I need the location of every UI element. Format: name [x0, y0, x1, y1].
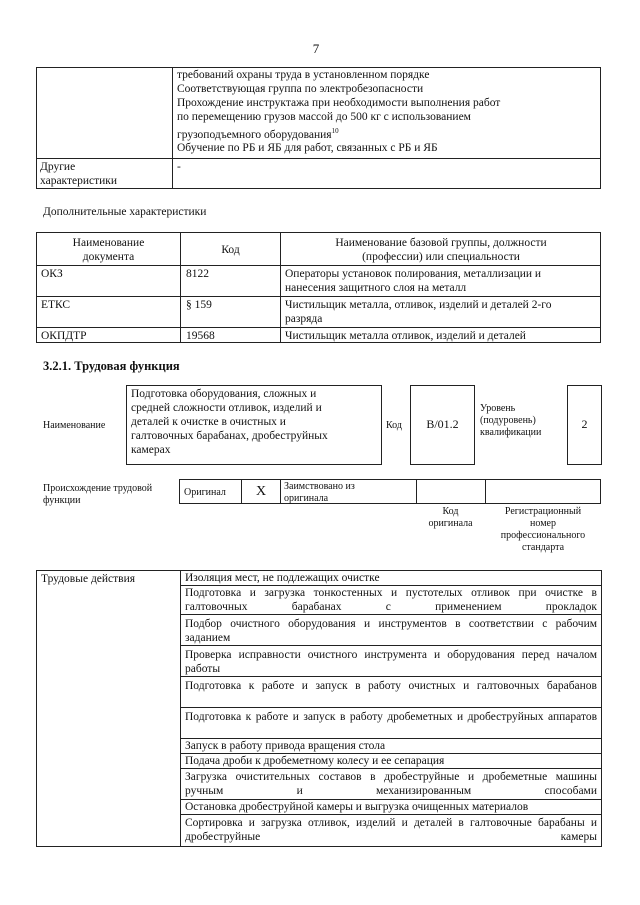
action-item: Подача дроби к дробеметному колесу и ее сепарация: [185, 755, 445, 767]
other-characteristics-label: Другие характеристики: [40, 161, 118, 187]
action-item: Подготовка и загрузка тонкостенных и пустотелых отливок при очистке в галтовочных барабанах с применением прокладок: [185, 587, 597, 613]
page-number: 7: [312, 41, 320, 56]
function-heading: 3.2.1. Трудовая функция: [43, 359, 180, 373]
action-item: Остановка дробеструйной камеры и выгрузка очищенных материалов: [185, 801, 529, 813]
original-mark: X: [255, 484, 267, 499]
header-group: Наименование базовой группы, должности (профессии) или специальности: [335, 237, 547, 263]
action-item: Подбор очистного оборудования и инструментов в соответствии с рабочим заданием: [185, 618, 597, 644]
action-item: Проверка исправности очистного инструмента и оборудования перед началом работы: [185, 649, 597, 675]
row-okz-code: 8122: [186, 268, 209, 280]
code-label: Код: [386, 420, 402, 431]
original-label: Оригинал: [184, 487, 226, 498]
level-label: Уровень (подуровень) квалификации: [480, 403, 542, 438]
row-etks-doc: ЕТКС: [41, 299, 71, 311]
additional-heading: Дополнительные характеристики: [43, 206, 207, 218]
footnote-mark: 10: [331, 127, 339, 135]
action-item: Подготовка к работе и запуск в работу очистных и галтовочных барабанов: [185, 680, 597, 692]
action-item: Изоляция мест, не подлежащих очистке: [185, 572, 380, 584]
other-characteristics-value: -: [177, 161, 181, 173]
action-item: Сортировка и загрузка отливок, изделий и деталей в галтовочные барабаны и дробеструйные камеры: [185, 817, 597, 843]
origin-label: Происхождение трудовой функции: [43, 483, 153, 506]
header-code: Код: [221, 244, 240, 256]
action-item: Запуск в работу привода вращения стола: [185, 740, 386, 752]
row-okz-name: Операторы установок полирования, металлизации и нанесения защитного слоя на металл: [285, 268, 542, 294]
code-value: В/01.2: [426, 417, 459, 431]
row-okpdtr-doc: ОКПДТР: [41, 330, 87, 342]
requirements-text: требований охраны труда в установленном порядке Соответствующая группа по электробезопасности Прохождение инструктажа при необходимости выполнения работ по перемещению грузов массой до 500 кг с использованием грузоподъемного оборудования$^{10}$: [177, 69, 501, 141]
action-item: Загрузка очистительных составов в дробеструйные и дробеметные машины ручным и механизированным способами: [185, 771, 597, 797]
borrowed-label: Заимствовано из оригинала: [284, 481, 355, 504]
actions-label: Трудовые действия: [41, 573, 136, 585]
header-document: Наименование документа: [72, 237, 145, 263]
name-value: Подготовка оборудования, сложных и средней сложности отливок, изделий и деталей к очистке в очистных и галтовочных барабанах, дробеструйных камерах: [131, 388, 328, 456]
name-label: Наименование: [43, 420, 106, 431]
row-etks-name: Чистильщик металла, отливок, изделий и деталей 2-го разряда: [285, 299, 552, 325]
reg-number-caption: Регистрационный номер профессионального стандарта: [500, 506, 586, 553]
level-value: 2: [581, 417, 588, 431]
row-etks-code: § 159: [186, 299, 212, 311]
row-okpdtr-name: Чистильщик металла отливок, изделий и деталей: [285, 330, 526, 342]
row-okz-doc: ОКЗ: [41, 268, 63, 280]
training-text: Обучение по РБ и ЯБ для работ, связанных с РБ и ЯБ: [177, 142, 438, 154]
row-okpdtr-code: 19568: [186, 330, 215, 342]
code-original-caption: Код оригинала: [428, 506, 473, 529]
action-item: Подготовка к работе и запуск в работу дробеметных и дробеструйных аппаратов: [185, 711, 597, 723]
